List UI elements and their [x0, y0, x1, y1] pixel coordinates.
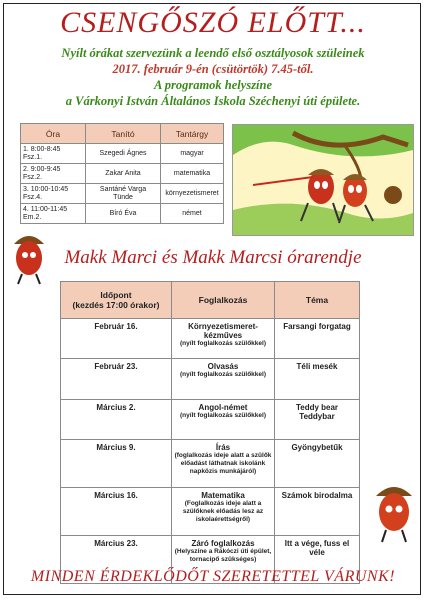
activity-cell: Angol-német (nyílt foglalkozás szülőkkel): [172, 400, 275, 440]
table-row: [21, 204, 224, 224]
table-row: [61, 359, 360, 400]
theme-header: Téma: [275, 282, 360, 319]
table-row: [21, 144, 224, 164]
time-cell: 1. 8:00-8:45 Fsz.1.: [21, 144, 86, 164]
teacher-cell: Bíró Éva: [86, 204, 161, 224]
subject-cell: környezetismeret: [161, 184, 224, 204]
activity-cell: Záró foglalkozás (Helyszíne a Rákóczi úti épület, tornacipő szükséges): [172, 536, 275, 584]
program-table: [60, 281, 360, 584]
theme-cell: Téli mesék: [275, 359, 360, 400]
date-cell: Február 23.: [61, 359, 172, 400]
date-cell: Március 9.: [61, 440, 172, 488]
time-cell: 2. 9:00-9:45 Fsz.2.: [21, 164, 86, 184]
theme-cell: Itt a vége, fuss el véle: [275, 536, 360, 584]
theme-cell: Gyöngybetűk: [275, 440, 360, 488]
acorn-mascot-right-icon: [370, 478, 418, 544]
theme-cell: Számok birodalma: [275, 488, 360, 536]
activity-cell: Olvasás (nyílt foglalkozás szülőkkel): [172, 359, 275, 400]
time-cell: 4. 11:00-11:45 Em.2.: [21, 204, 86, 224]
date-cell: Március 16.: [61, 488, 172, 536]
header-cell: Tantárgy: [161, 124, 224, 144]
activity-header: Foglalkozás: [172, 282, 275, 319]
schedule-table: [20, 123, 224, 224]
table-row: [61, 488, 360, 536]
date-cell: Március 2.: [61, 400, 172, 440]
table-row: [61, 319, 360, 359]
program-title: Makk Marci és Makk Marcsi órarendje: [64, 247, 362, 268]
header-cell: Óra: [21, 124, 86, 144]
teacher-cell: Szegedi Ágnes: [86, 144, 161, 164]
activity-cell: Matematika (Foglalkozás ideje alatt a szülőknek előadás lesz az iskolaérettségről): [172, 488, 275, 536]
theme-cell: Farsangi forgatag: [275, 319, 360, 359]
subject-cell: német: [161, 204, 224, 224]
subject-cell: magyar: [161, 144, 224, 164]
activity-cell: Környezetismeret- kézműves (nyílt foglalkozás szülőkkel): [172, 319, 275, 359]
intro-line-3: A programok helyszíne: [153, 78, 273, 92]
page-title: CSENGŐSZÓ ELŐTT...: [60, 6, 366, 39]
teacher-cell: Santáné Varga Tünde: [86, 184, 161, 204]
subject-cell: matematika: [161, 164, 224, 184]
footer-invitation: MINDEN ÉRDEKLŐDŐT SZERETETTEL VÁRUNK!: [30, 568, 396, 585]
intro-line-4: a Várkonyi István Általános Iskola Széchenyi úti épülete.: [65, 94, 361, 108]
date-header: Időpont (kezdés 17:00 órakor): [61, 282, 172, 319]
table-row: [61, 440, 360, 488]
schedule-header-row: [21, 124, 224, 144]
table-row: [21, 184, 224, 204]
program-header-row: [61, 282, 360, 319]
table-row: [61, 400, 360, 440]
header-cell: Tanító: [86, 124, 161, 144]
acorn-mascot-left-icon: [8, 228, 50, 286]
date-cell: Február 16.: [61, 319, 172, 359]
table-row: [21, 164, 224, 184]
date-cell: Március 23.: [61, 536, 172, 584]
intro-line-2: 2017. február 9-én (csütörtök) 7.45-től.: [112, 62, 314, 76]
acorn-kids-illustration: [232, 124, 414, 236]
time-cell: 3. 10:00-10:45 Fsz.4.: [21, 184, 86, 204]
intro-line-1: Nyílt órákat szervezünk a leendő első osztályosok szüleinek: [61, 46, 365, 60]
theme-cell: Teddy bear Teddybar: [275, 400, 360, 440]
activity-cell: Írás (foglalkozás ideje alatt a szülők előadást láthatnak iskolánk napközis munkájáról): [172, 440, 275, 488]
teacher-cell: Zakar Anita: [86, 164, 161, 184]
